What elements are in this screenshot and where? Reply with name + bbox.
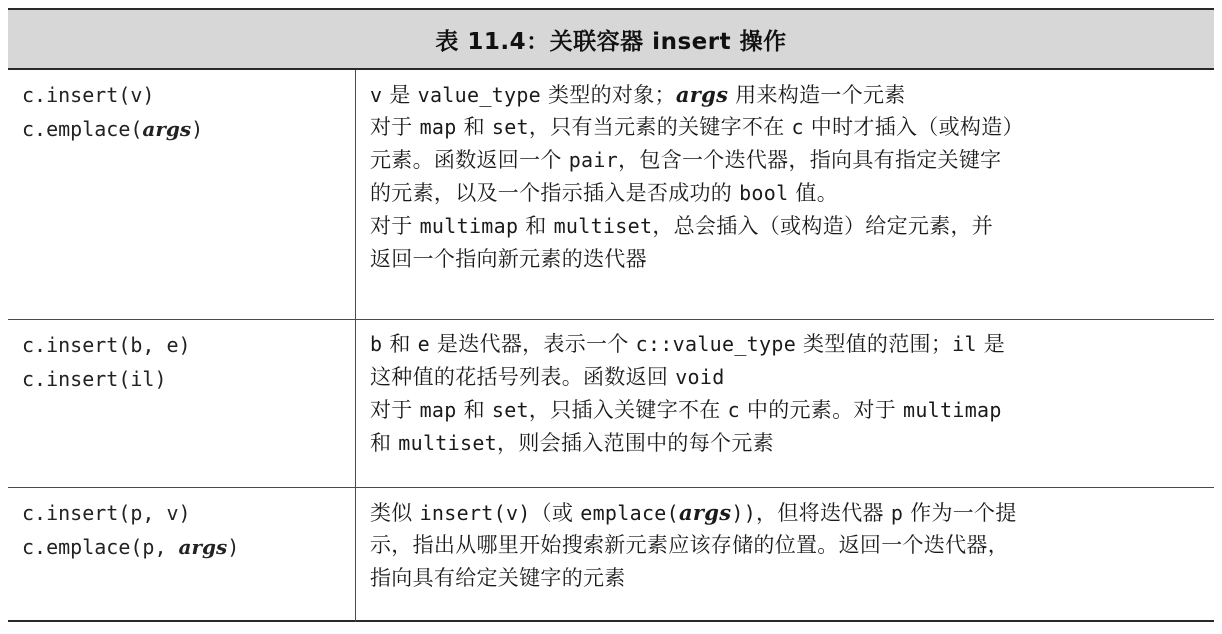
description-text: ，但将迭代器 [756,501,891,525]
argument-placeholder: args [678,500,732,525]
description-text: ，包含一个迭代器，指向具有指定关键字 [618,148,1002,172]
description-line [370,144,1200,177]
code-text: value_type [417,83,542,107]
description-line [370,78,1200,111]
description-text: 对于 [370,115,420,139]
code-text: void [675,365,725,389]
description-text: 指向具有给定关键字的元素 [370,566,626,590]
description-text: 对于 [370,398,420,422]
code-text: map [419,115,457,139]
operation-signature [22,362,355,396]
operation-signature [22,112,355,146]
code-text: insert(v) [419,501,531,525]
code-text: v [370,83,383,107]
code-text: b [370,332,383,356]
code-text: c.insert(il) [22,367,167,391]
code-text: c.emplace(p, [22,535,179,559]
description-text: 作为一个提 [903,501,1017,525]
code-text: ) [227,535,240,559]
code-text: pair [568,148,619,172]
description-text: ，则会插入范围中的每个元素 [497,431,774,455]
description-line [370,111,1200,144]
code-text: c.insert(p, v) [22,501,191,525]
operation-cell [8,320,356,487]
description-text: 的元素，以及一个指示插入是否成功的 [370,181,740,205]
code-text: bool [739,181,789,205]
description-text: 和 [370,431,399,455]
code-text: set [491,115,529,139]
insert-operations-table [8,8,1214,622]
code-text: c.insert(v) [22,83,155,107]
code-text: p [890,501,904,525]
description-text: 类似 [370,501,420,525]
description-line [370,496,1200,529]
description-text: 值。 [788,181,839,205]
description-line [370,210,1200,243]
argument-placeholder: args [142,117,192,141]
description-text: 示，指出从哪里开始搜索新元素应该存储的位置。返回一个迭代器， [370,533,1009,557]
code-text: multimap [419,214,519,238]
description-text: ，只有当元素的关键字不在 [528,115,792,139]
description-cell [356,70,1214,319]
description-text: 和 [382,332,418,356]
description-text: 返回一个指向新元素的迭代器 [370,247,647,271]
code-text: c.insert(b, e) [22,333,191,357]
table-caption: 表 11.4：关联容器 insert 操作 [8,10,1214,70]
code-text: c [791,115,804,139]
argument-placeholder: args [178,535,228,559]
operation-cell [8,488,356,622]
description-text: 和 [456,115,492,139]
description-text: 用来构造一个元素 [728,83,906,107]
description-line [370,328,1200,361]
code-text: multimap [903,398,1002,422]
code-text: il [952,332,977,356]
description-text: 类型的对象； [541,83,676,107]
description-text: ，只插入关键字不在 [528,398,728,422]
code-text: ) [191,117,204,141]
operation-signature [22,328,355,362]
table-row [8,320,1214,488]
description-line [370,529,1200,562]
code-text: multiset [398,431,498,455]
description-text: 是 [382,83,418,107]
description-line [370,361,1200,394]
description-text: 是 [976,332,1006,356]
code-text: set [491,398,529,422]
table-row [8,488,1214,622]
description-text: 这种值的花括号列表。函数返回 [370,365,676,389]
description-text: 元素。函数返回一个 [370,148,569,172]
description-text: 中时才插入（或构造） [803,115,1024,139]
table-row [8,70,1214,320]
description-line [370,243,1200,276]
description-text: 是迭代器，表示一个 [429,332,636,356]
operation-signature [22,496,355,530]
operation-cell [8,70,356,319]
description-text: ，总会插入（或构造）给定元素，并 [652,214,994,238]
description-line [370,177,1200,210]
code-text: c.emplace( [22,117,143,141]
code-text: emplace( [580,501,679,525]
description-text: 和 [456,398,492,422]
description-text: 和 [518,214,554,238]
code-text: multiset [553,214,653,238]
description-line [370,562,1200,595]
description-line [370,394,1200,427]
description-text: 类型值的范围； [796,332,953,356]
description-cell [356,320,1214,487]
operation-signature [22,78,355,112]
argument-placeholder: args [675,82,729,107]
description-text: （或 [530,501,581,525]
description-text: 中的元素。对于 [739,398,903,422]
description-text: 对于 [370,214,420,238]
description-line [370,427,1200,460]
code-text: c::value_type [635,332,797,356]
code-text: c [727,398,740,422]
description-cell [356,488,1214,622]
code-text: )) [731,501,757,525]
code-text: e [417,332,430,356]
operation-signature [22,530,355,564]
code-text: map [419,398,457,422]
